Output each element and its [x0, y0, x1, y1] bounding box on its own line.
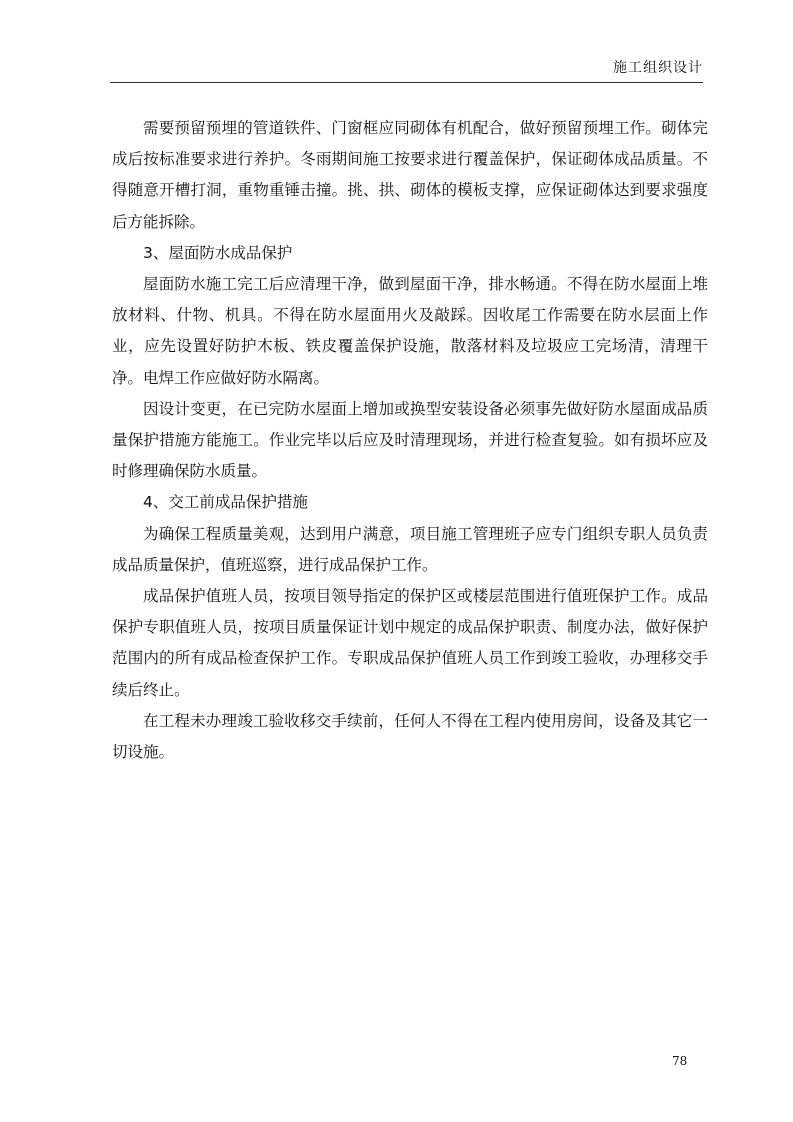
paragraph-handover-restriction: 在工程未办理竣工验收移交手续前，任何人不得在工程内使用房间，设备及其它一切设施。 [112, 711, 708, 762]
page-header [110, 58, 703, 83]
paragraph-duty-staff: 成品保护值班人员，按项目领导指定的保护区或楼层范围进行值班保护工作。成品保护专职值班人员，按项目质量保证计划中规定的成品保护职责、制度办法，做好保护范围内的所有成品检查保护工作。专职成品保护值班人员工作到竣工验收，办理移交手续后终止。 [112, 587, 708, 699]
paragraph-masonry-protection: 需要预留预埋的管道铁件、门窗框应同砌体有机配合，做好预留预埋工作。砌体完成后按标准要求进行养护。冬雨期间施工按要求进行覆盖保护，保证砌体成品质量。不得随意开槽打洞，重物重锤击撞。挑、拱、砌体的模板支撑，应保证砌体达到要求强度后方能拆除。 [112, 119, 708, 231]
section-heading-roof-waterproofing: 3、屋面防水成品保护 [143, 243, 293, 262]
document-body [112, 113, 708, 768]
header-title: 施工组织设计 [613, 60, 703, 76]
page-number: 78 [672, 1054, 688, 1068]
paragraph-quality-staff: 为确保工程质量美观，达到用户满意，项目施工管理班子应专门组织专职人员负责成品质量保护，值班巡察，进行成品保护工作。 [112, 524, 708, 574]
paragraph-design-change: 因设计变更，在已完防水屋面上增加或换型安装设备必须事先做好防水屋面成品质量保护措施方能施工。作业完毕以后应及时清理现场，并进行检查复验。如有损坏应及时修理确保防水质量。 [112, 399, 708, 481]
section-heading-pre-handover: 4、交工前成品保护措施 [143, 493, 308, 512]
paragraph-roof-cleanup: 屋面防水施工完工后应清理干净，做到屋面干净，排水畅通。不得在防水屋面上堆放材料、什物、机具。不得在防水屋面用火及敲踩。因收尾工作需要在防水层面上作业，应先设置好防护木板、铁皮覆盖保护设施，散落材料及垃圾应工完场清，清理干净。电焊工作应做好防水隔离。 [112, 275, 708, 387]
